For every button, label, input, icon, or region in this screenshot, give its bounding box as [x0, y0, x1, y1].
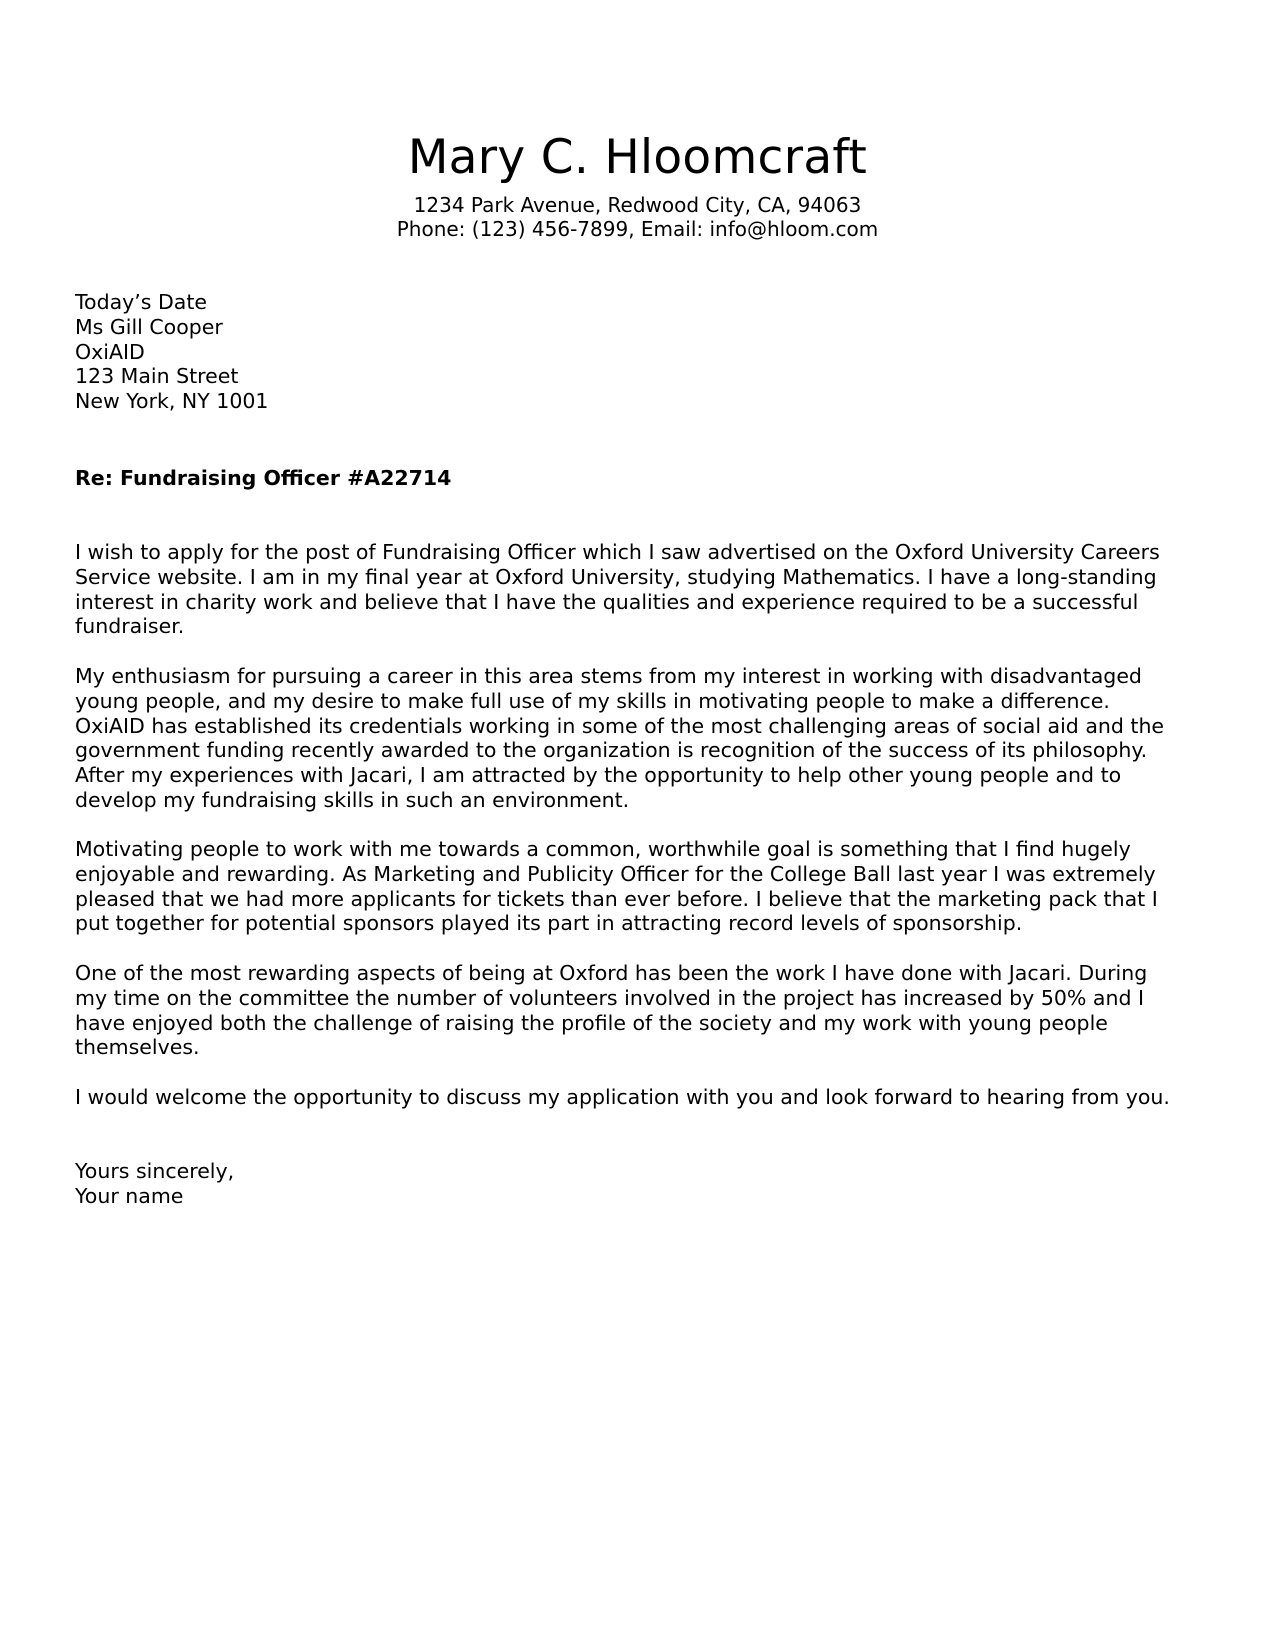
letter-date: Today’s Date [75, 290, 207, 314]
sender-address: 1234 Park Avenue, Redwood City, CA, 94063 [413, 193, 862, 217]
paragraph-line: Service website. I am in my final year at Oxford University, studying Mathematics. I have a long-standing [75, 564, 1157, 589]
paragraph-line: develop my fundraising skills in such an environment. [75, 787, 630, 812]
paragraph-line: OxiAID has established its credentials working in some of the most challenging areas of social aid and the [75, 713, 1165, 738]
paragraph-line: enjoyable and rewarding. As Marketing and Publicity Officer for the College Ball last year I was extremely [75, 861, 1156, 886]
closing-block [75, 1159, 1205, 1209]
recipient-name: Ms Gill Cooper [75, 314, 223, 339]
recipient-block [75, 290, 1205, 414]
body-paragraph-3 [75, 837, 1205, 936]
paragraph-line: interest in charity work and believe that I have the qualities and experience required to be a successful [75, 589, 1139, 614]
paragraph-line: pleased that we had more applicants for tickets than ever before. I believe that the marketing pack that I [75, 886, 1158, 911]
paragraph-line: I wish to apply for the post of Fundraising Officer which I saw advertised on the Oxford University Careers [75, 540, 1160, 564]
paragraph-line: young people, and my desire to make full use of my skills in motivating people to make a difference. [75, 688, 1110, 713]
signature-name: Your name [75, 1183, 184, 1208]
body-paragraph-4 [75, 961, 1205, 1060]
body-paragraph-5 [75, 1085, 1205, 1110]
body-paragraph-2 [75, 664, 1205, 813]
sender-name: Mary C. Hloomcraft [407, 130, 868, 185]
recipient-street: 123 Main Street [75, 364, 239, 389]
paragraph-line: Motivating people to work with me towards a common, worthwhile goal is something that I find hugely [75, 837, 1131, 861]
recipient-company: OxiAID [75, 339, 145, 364]
paragraph-line: themselves. [75, 1035, 200, 1060]
valediction: Yours sincerely, [75, 1159, 235, 1183]
paragraph-line: After my experiences with Jacari, I am attracted by the opportunity to help other young people and to [75, 763, 1122, 788]
sender-phone-email: Phone: (123) 456-7899, Email: info@hloom.com [396, 217, 879, 241]
paragraph-line: fundraiser. [75, 614, 185, 639]
recipient-city: New York, NY 1001 [75, 389, 269, 414]
paragraph-line: have enjoyed both the challenge of raising the profile of the society and my work with young people [75, 1010, 1108, 1035]
paragraph-line: government funding recently awarded to the organization is recognition of the success of its philosophy. [75, 738, 1148, 763]
subject-line: Re: Fundraising Officer #A22714 [75, 466, 452, 490]
paragraph-line: My enthusiasm for pursuing a career in this area stems from my interest in working with disadvantaged [75, 664, 1142, 688]
paragraph-line: One of the most rewarding aspects of being at Oxford has been the work I have done with Jacari. During [75, 961, 1148, 985]
paragraph-line: put together for potential sponsors played its part in attracting record levels of sponsorship. [75, 911, 1023, 936]
paragraph-line: I would welcome the opportunity to discuss my application with you and look forward to hearing from you. [75, 1085, 1170, 1109]
paragraph-line: my time on the committee the number of volunteers involved in the project has increased by 50% and I [75, 985, 1145, 1010]
body-paragraph-1 [75, 540, 1205, 639]
